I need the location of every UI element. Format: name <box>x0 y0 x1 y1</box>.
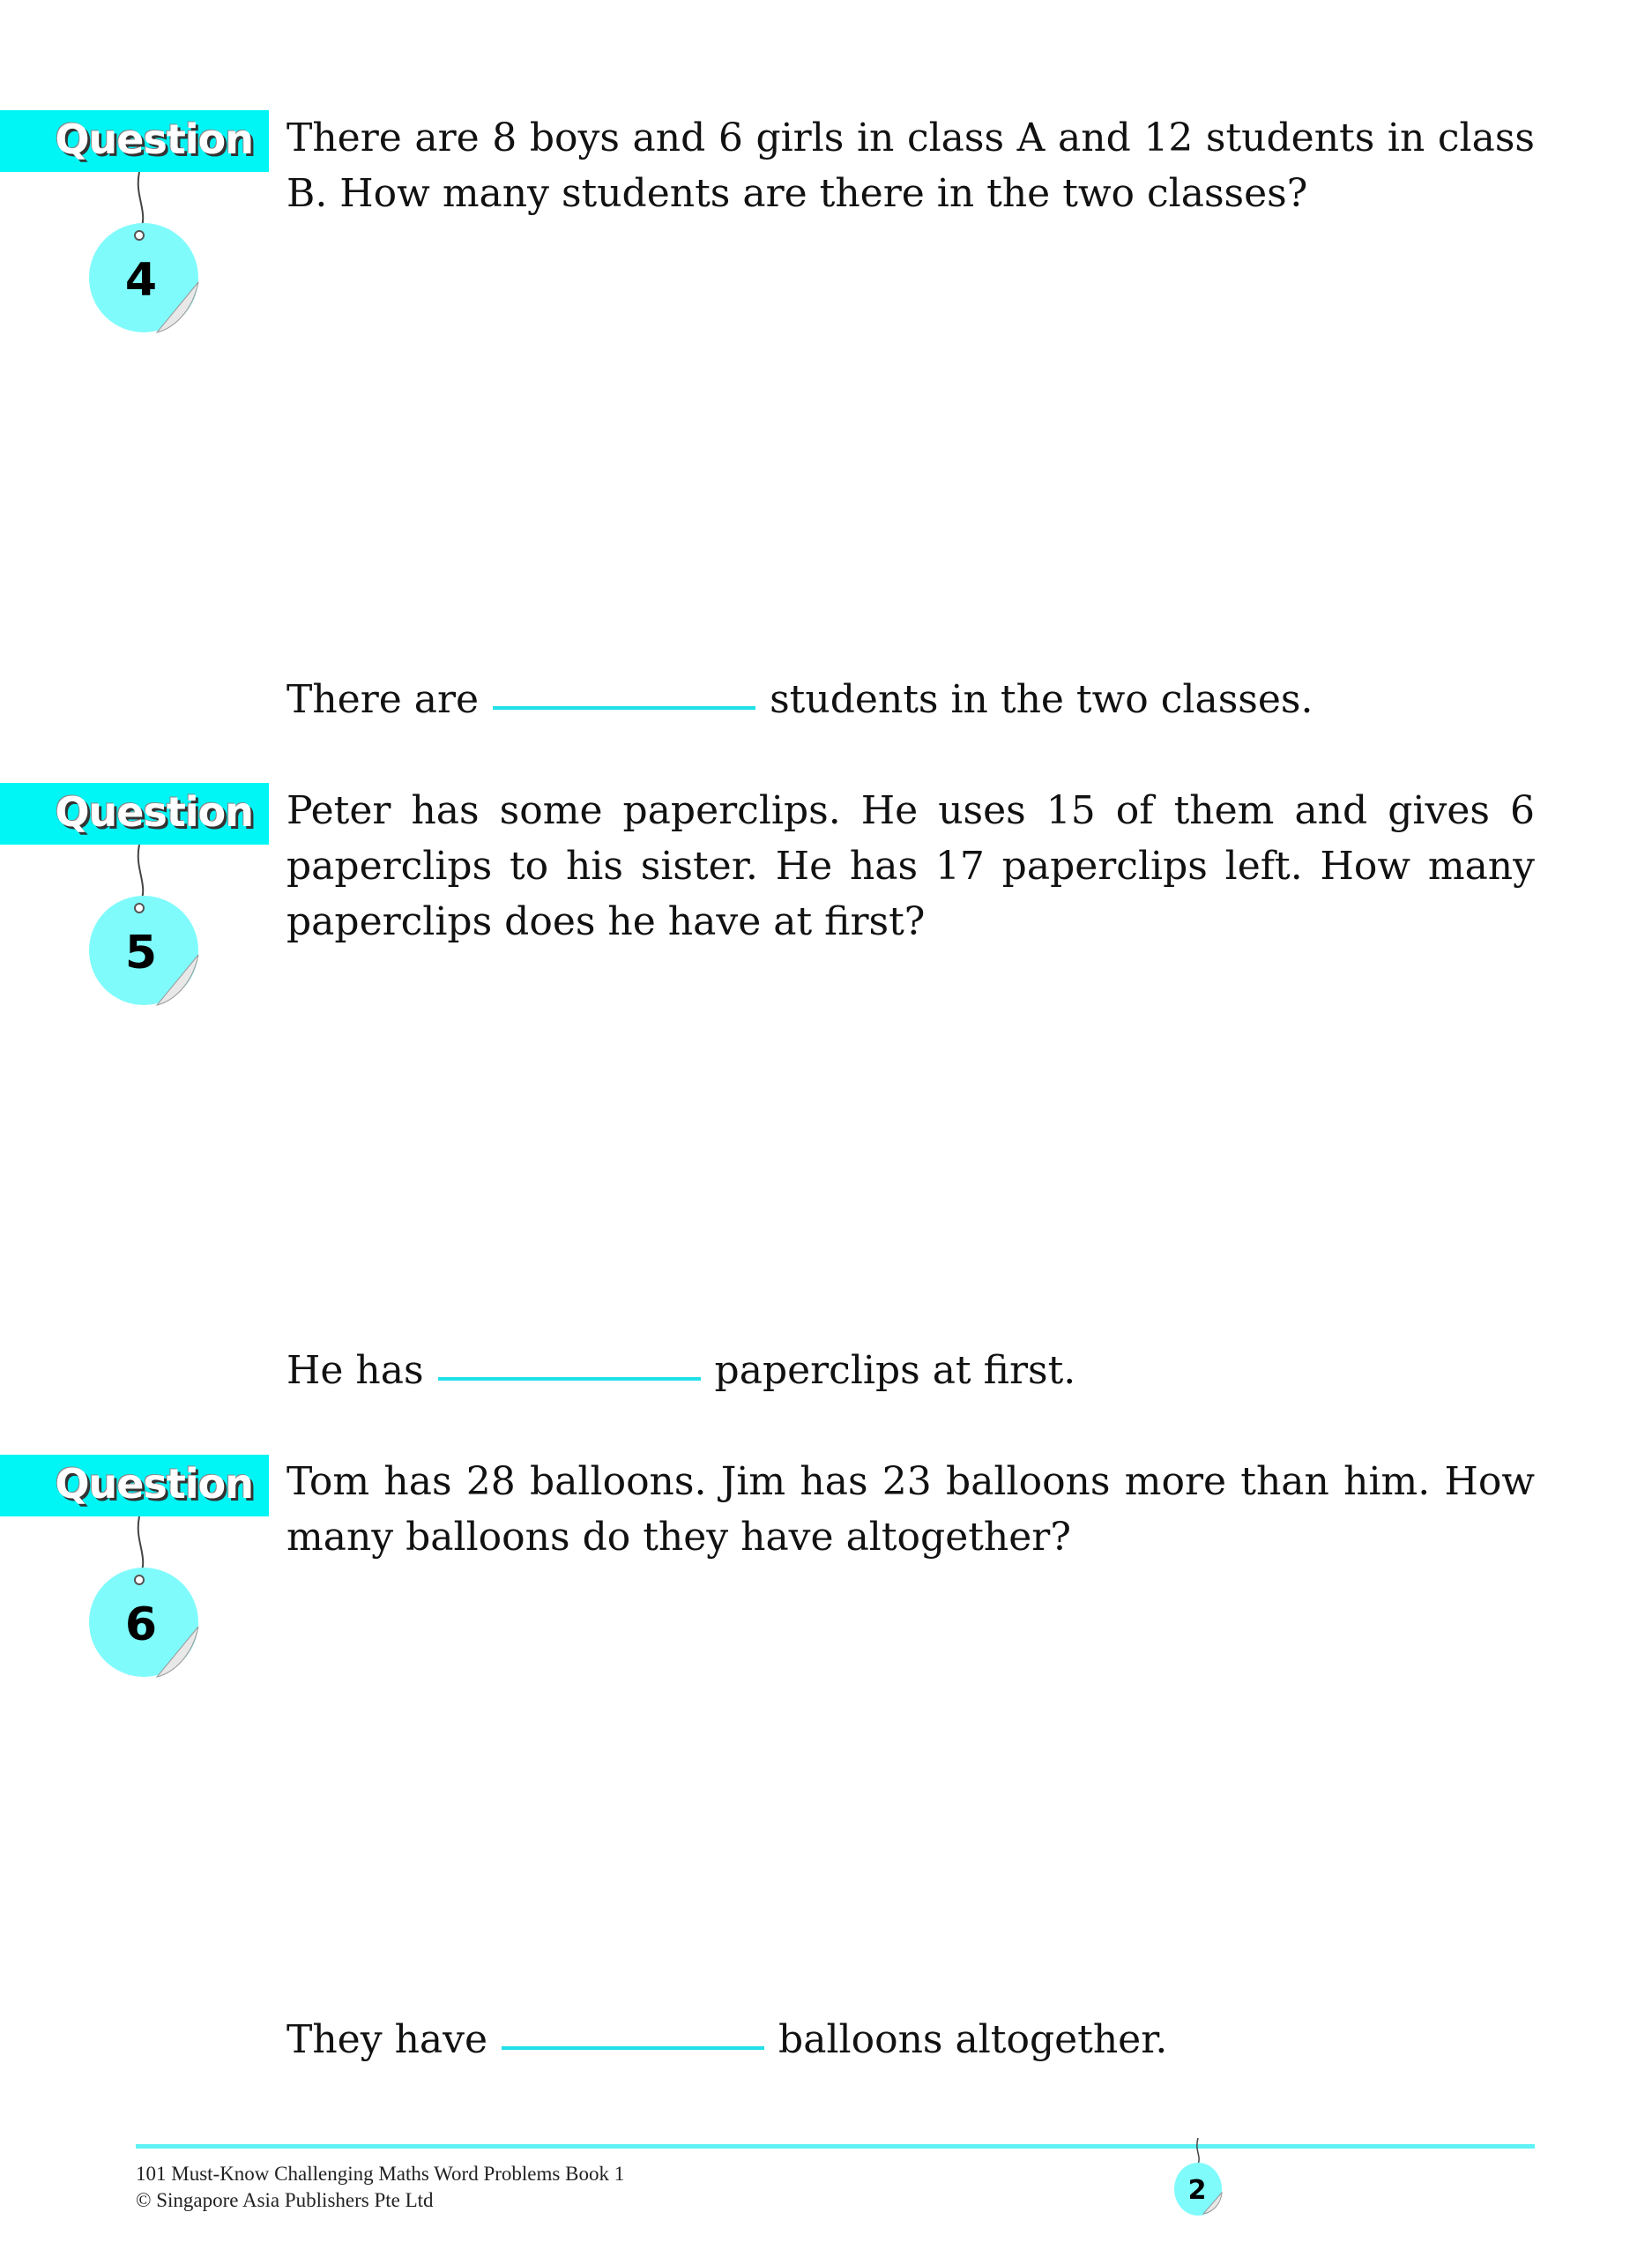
footer-copyright: © Singapore Asia Publishers Pte Ltd <box>136 2189 434 2211</box>
svg-text:4: 4 <box>124 254 158 307</box>
answer-blank[interactable] <box>493 706 755 710</box>
question-banner <box>0 783 269 845</box>
question-banner <box>0 110 269 172</box>
question-text: Tom has 28 balloons. Jim has 23 balloons more than him. How many balloons do they have altogether? <box>286 1459 1535 1560</box>
number-tag-icon <box>88 845 203 1021</box>
svg-text:5: 5 <box>124 927 158 980</box>
answer-suffix: balloons altogether. <box>778 2017 1168 2062</box>
page-number-tag-icon <box>1168 2138 1230 2222</box>
svg-text:2: 2 <box>1187 2175 1207 2206</box>
question-text: There are 8 boys and 6 girls in class A and 12 students in class B. How many students are there in the two classes? <box>286 115 1535 216</box>
question-label: Question <box>55 788 253 836</box>
footer-divider <box>136 2144 1535 2149</box>
answer-blank[interactable] <box>438 1377 701 1381</box>
number-tag-icon <box>88 172 203 348</box>
answer-sentence <box>286 672 1313 727</box>
answer-prefix: They have <box>286 2017 488 2062</box>
answer-prefix: There are <box>286 677 480 722</box>
answer-sentence <box>286 2012 1167 2067</box>
question-text: Peter has some paperclips. He uses 15 of them and gives 6 paperclips to his sister. He has 17 paperclips left. How many paperclips does he have at first? <box>286 788 1535 944</box>
answer-prefix: He has <box>286 1348 424 1393</box>
answer-blank[interactable] <box>502 2046 764 2050</box>
answer-sentence <box>286 1343 1075 1398</box>
answer-suffix: students in the two classes. <box>770 677 1313 722</box>
footer-book-title: 101 Must-Know Challenging Maths Word Problems Book 1 <box>136 2163 625 2185</box>
number-tag-icon <box>88 1516 203 1693</box>
question-label: Question <box>55 1460 253 1508</box>
answer-suffix: paperclips at first. <box>714 1348 1076 1393</box>
question-label: Question <box>55 115 253 163</box>
question-banner <box>0 1455 269 1516</box>
svg-text:6: 6 <box>124 1598 158 1651</box>
